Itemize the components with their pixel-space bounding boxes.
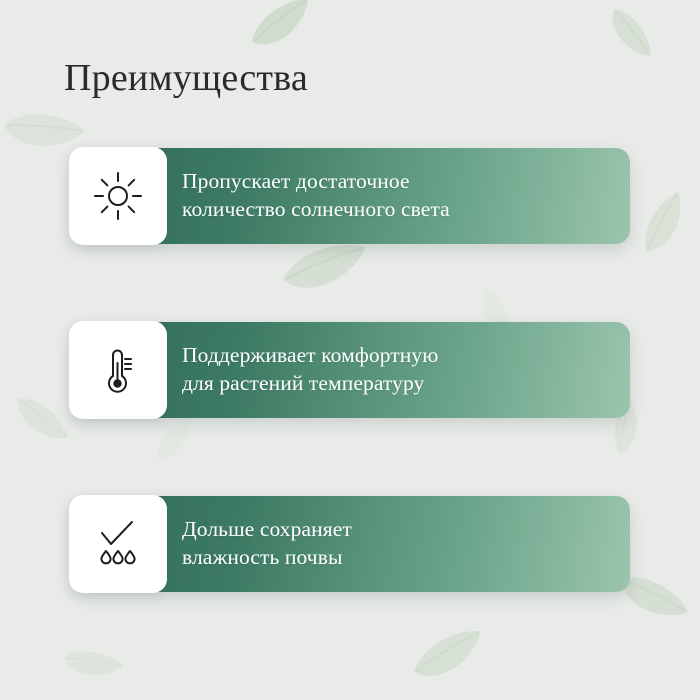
benefit-text	[182, 516, 370, 571]
sun-icon	[69, 147, 167, 245]
benefit-text-line: Поддерживает комфортную	[182, 343, 439, 368]
benefit-text	[182, 342, 456, 397]
check-droplets-icon	[69, 495, 167, 593]
benefit-text-line: влажность почвы	[182, 545, 343, 569]
benefit-text-line: Дольше сохраняет	[182, 517, 352, 542]
benefit-text-line: Пропускает достаточное	[182, 169, 410, 194]
benefit-card-soil-moisture	[70, 496, 630, 592]
benefit-card-temperature	[70, 322, 630, 418]
benefit-card-sunlight	[70, 148, 630, 244]
page-title: Преимущества	[64, 57, 308, 99]
benefit-text	[182, 168, 468, 223]
thermometer-icon	[69, 321, 167, 419]
benefit-text-line: для растений температуру	[182, 371, 425, 395]
benefit-text-line: количество солнечного света	[182, 197, 450, 221]
